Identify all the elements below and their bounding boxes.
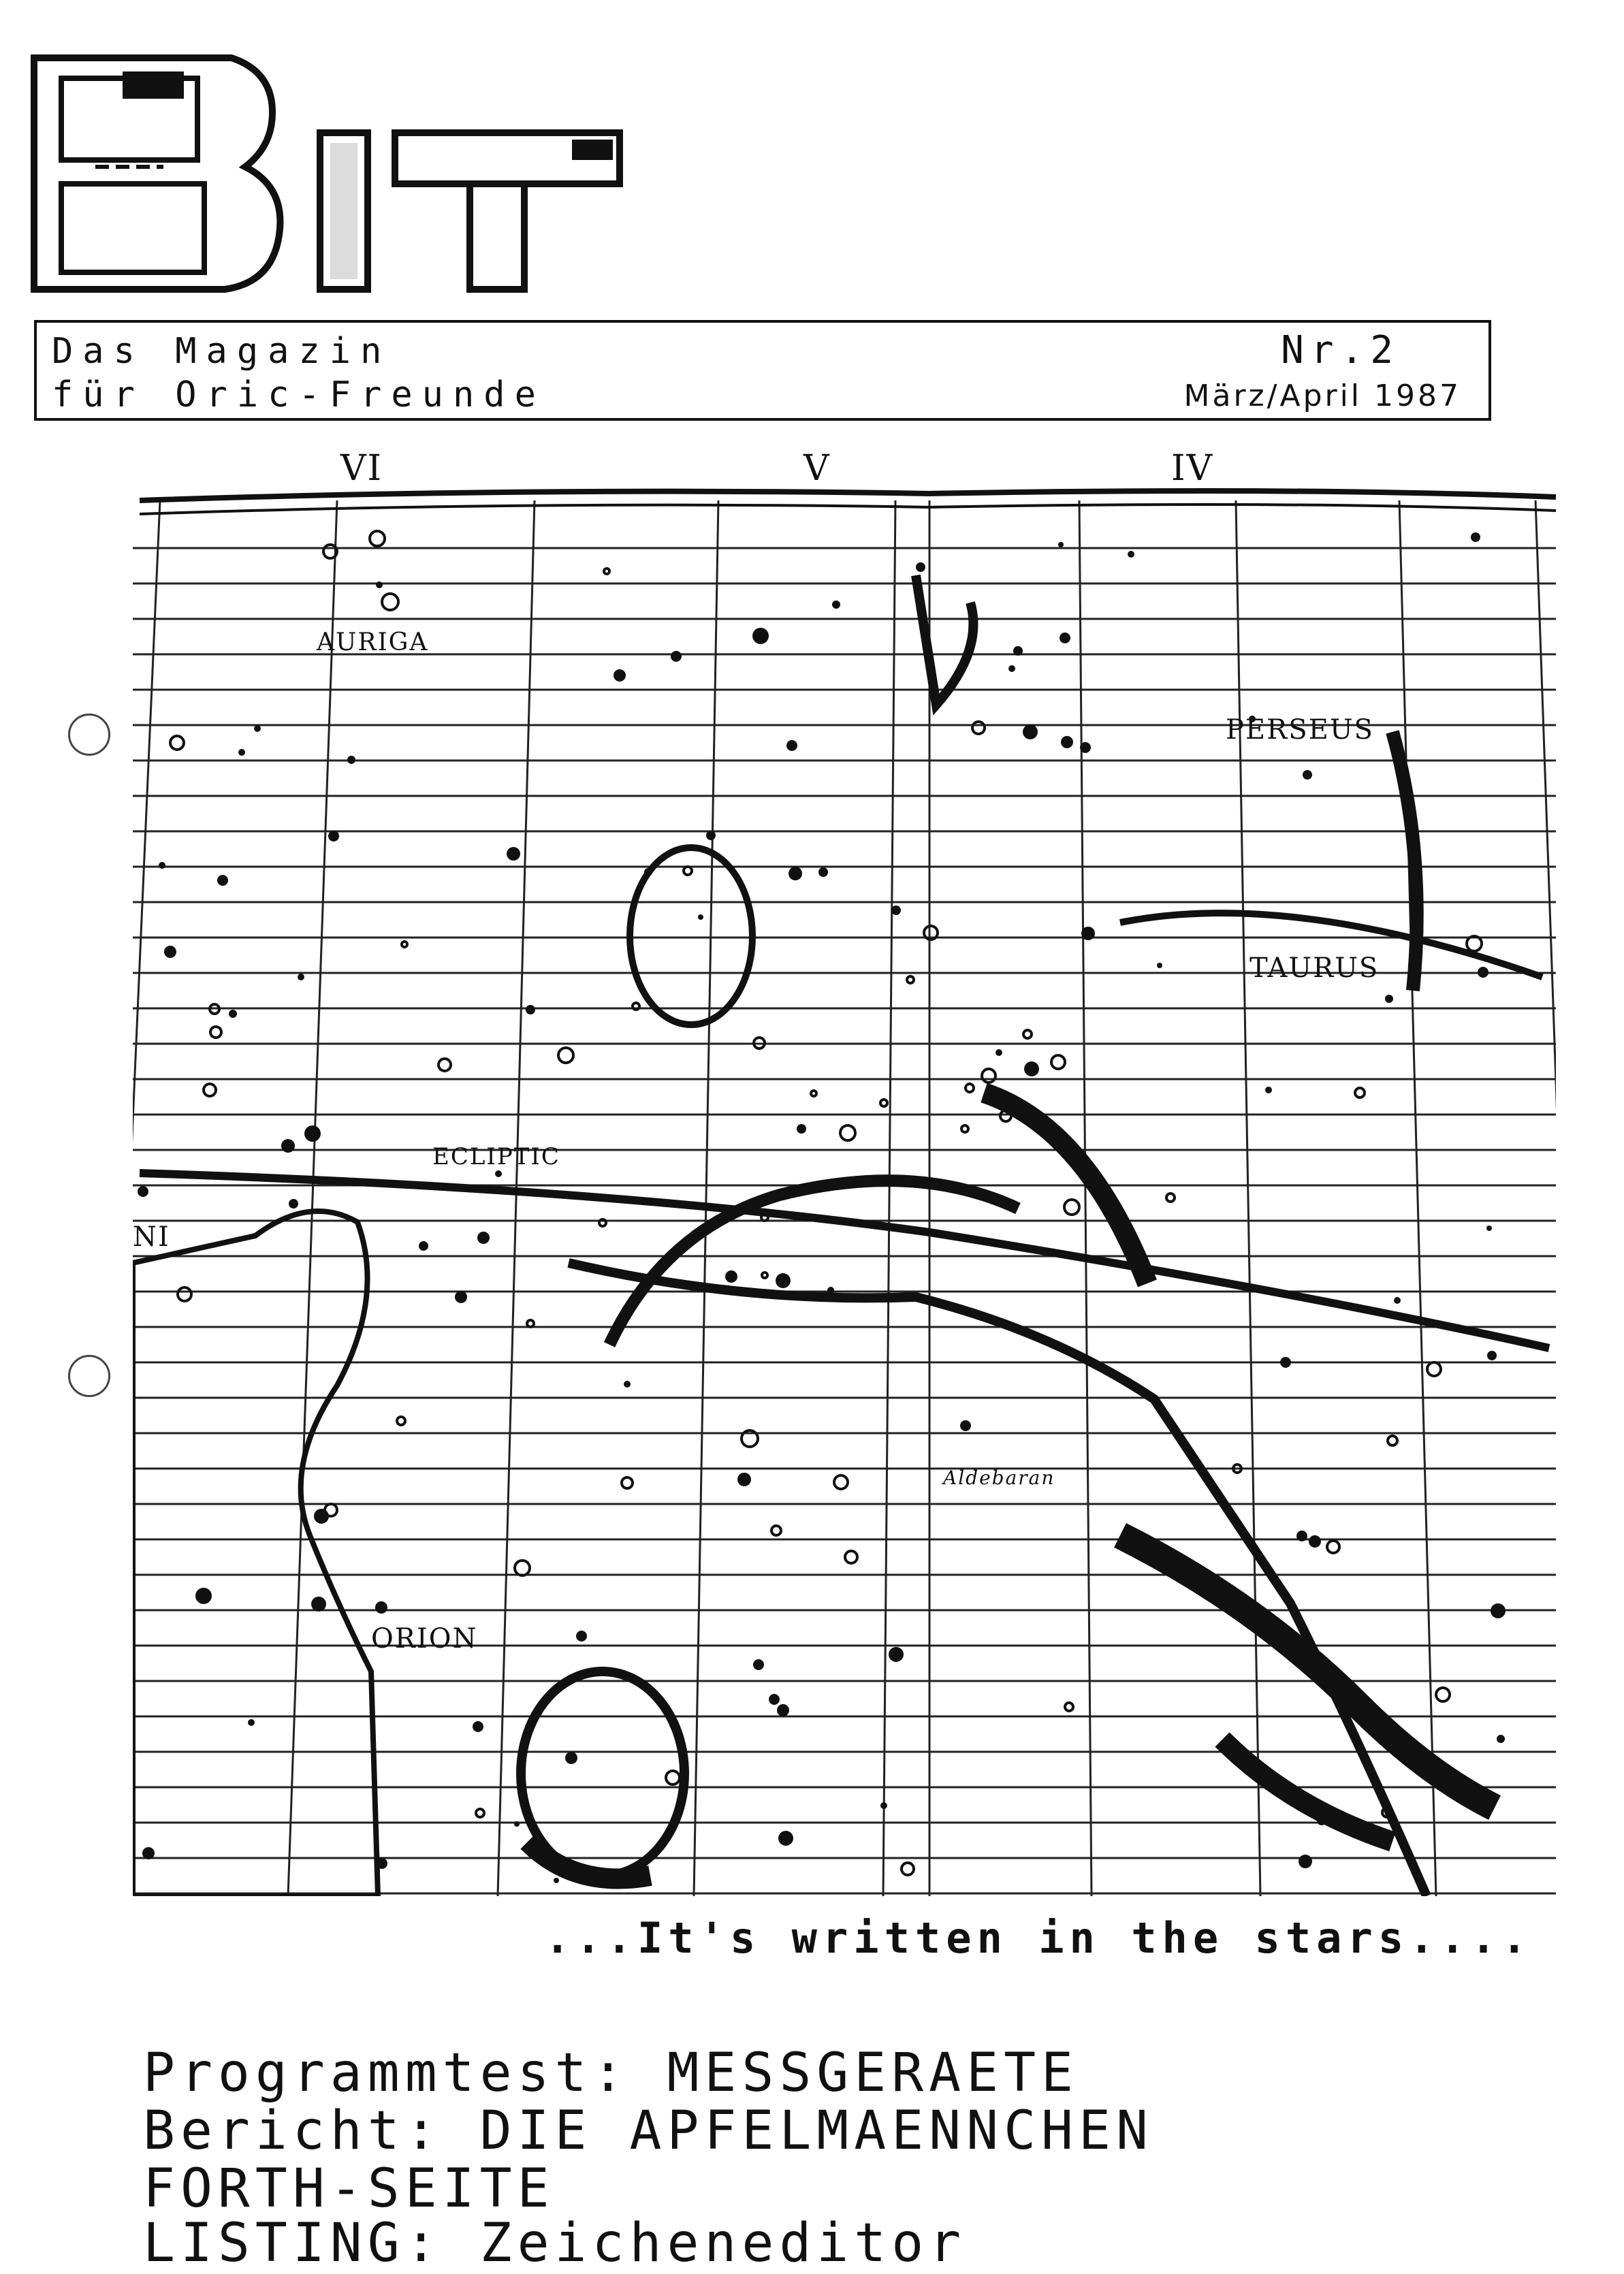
chart-star — [706, 831, 716, 840]
chart-star — [311, 1597, 326, 1612]
issue-number: Nr.2 — [1281, 328, 1400, 372]
issue-date: März/April 1987 — [1183, 379, 1461, 413]
chart-star — [1061, 736, 1073, 748]
bit-logo-graphic — [27, 31, 626, 317]
chart-star — [769, 1694, 780, 1705]
chart-star — [375, 1601, 387, 1614]
magazine-logo — [27, 31, 626, 317]
chart-label-orion: ORION — [371, 1623, 478, 1654]
chart-star — [777, 1704, 789, 1716]
chart-star — [786, 740, 797, 751]
chart-star — [217, 875, 228, 886]
chart-star — [832, 600, 840, 609]
chart-star — [1058, 542, 1064, 547]
chart-star — [1317, 1816, 1326, 1825]
chart-label-ecliptic: ECLIPTIC — [432, 1143, 560, 1170]
chart-star — [725, 1270, 737, 1283]
chart-star — [1024, 1061, 1039, 1076]
chart-star — [576, 1631, 587, 1642]
chart-star — [565, 1752, 577, 1764]
chart-star — [164, 946, 176, 958]
star-chart-illustration — [133, 446, 1556, 1896]
chart-star — [298, 974, 304, 980]
tagline: ...It's written in the stars.... — [545, 1913, 1533, 1963]
chart-star — [1060, 632, 1070, 643]
chart-star — [1491, 1603, 1506, 1618]
chart-star — [880, 1802, 887, 1809]
chart-star — [1265, 1087, 1272, 1093]
chart-star — [644, 868, 652, 876]
chart-star — [328, 831, 339, 842]
chart-star — [419, 1241, 428, 1251]
chart-star — [1296, 1531, 1307, 1541]
chart-star — [614, 669, 626, 682]
chart-star — [818, 867, 828, 877]
chart-star — [624, 1381, 631, 1388]
chart-star — [889, 1647, 904, 1662]
chart-label-taurus: TAURUS — [1249, 952, 1380, 984]
chart-star — [827, 1287, 834, 1294]
chart-star — [776, 1273, 791, 1288]
chart-label-ni: NI — [133, 1221, 170, 1253]
chart-star — [778, 1831, 793, 1846]
star-chart-graphic — [133, 446, 1556, 1896]
chart-star — [1487, 1351, 1497, 1360]
chart-star — [960, 1420, 971, 1431]
chart-star — [376, 581, 383, 588]
chart-label-vi: VI — [340, 448, 383, 489]
masthead-subtitle-box — [34, 320, 1491, 421]
chart-star — [514, 1821, 520, 1827]
chart-label-aldebaran: Aldebaran — [943, 1467, 1055, 1489]
chart-star — [142, 1847, 155, 1859]
chart-star — [996, 1049, 1002, 1056]
chart-star — [455, 1291, 467, 1303]
chart-star — [1081, 927, 1095, 940]
chart-star — [920, 1296, 927, 1302]
chart-star — [789, 867, 802, 880]
chart-star — [495, 1170, 502, 1177]
chart-star — [1303, 770, 1312, 780]
chart-star — [526, 1005, 535, 1014]
chart-label-v: V — [803, 448, 831, 489]
chart-star — [554, 1878, 559, 1883]
chart-star — [477, 1232, 490, 1244]
chart-star — [737, 1473, 751, 1486]
magazine-subtitle-line1: Das Magazin — [52, 331, 392, 372]
chart-star — [377, 1858, 387, 1869]
chart-star — [238, 749, 245, 756]
chart-star — [1008, 665, 1015, 672]
contents-item: Programmtest: MESSGERAETE — [143, 2043, 1079, 2104]
chart-star — [1309, 1535, 1321, 1548]
chart-star — [473, 1721, 483, 1732]
chart-star — [281, 1139, 295, 1153]
contents-item: FORTH-SEITE — [143, 2158, 555, 2220]
chart-star — [1394, 1297, 1401, 1304]
contents-item: LISTING: Zeicheneditor — [143, 2213, 967, 2274]
chart-star — [254, 725, 261, 732]
contents-item: Bericht: DIE APFELMAENNCHEN — [143, 2100, 1153, 2162]
chart-star — [507, 847, 520, 861]
chart-star — [248, 1719, 255, 1726]
chart-star — [1486, 1226, 1492, 1231]
chart-star — [797, 1124, 806, 1134]
punch-hole-bottom — [68, 1355, 110, 1397]
chart-star — [304, 1125, 321, 1142]
chart-star — [753, 1659, 764, 1670]
chart-star — [698, 914, 703, 920]
chart-star — [671, 651, 682, 662]
chart-star — [1299, 1855, 1312, 1868]
chart-star — [1013, 646, 1023, 656]
chart-star — [1080, 742, 1091, 753]
chart-label-iv: IV — [1171, 448, 1214, 489]
chart-star — [1157, 963, 1162, 968]
chart-label-auriga: AURIGA — [317, 628, 429, 656]
magazine-subtitle-line2: für Oric-Freunde — [52, 374, 545, 415]
chart-star — [1471, 532, 1480, 542]
chart-star — [1128, 551, 1134, 558]
chart-star — [1385, 995, 1393, 1003]
chart-star — [347, 756, 355, 764]
chart-star — [289, 1199, 298, 1208]
chart-star — [1497, 1735, 1505, 1743]
punch-hole-top — [68, 714, 110, 756]
chart-star — [1478, 967, 1488, 978]
chart-star — [891, 906, 901, 915]
chart-star — [916, 562, 925, 572]
chart-star — [752, 628, 769, 644]
chart-star — [1145, 1392, 1153, 1400]
chart-star — [195, 1588, 212, 1604]
chart-star — [1023, 724, 1038, 739]
chart-star — [159, 862, 165, 869]
chart-star — [138, 1186, 148, 1197]
chart-star — [1280, 1357, 1291, 1368]
chart-label-perseus: PERSEUS — [1226, 714, 1374, 746]
chart-star — [229, 1010, 237, 1018]
